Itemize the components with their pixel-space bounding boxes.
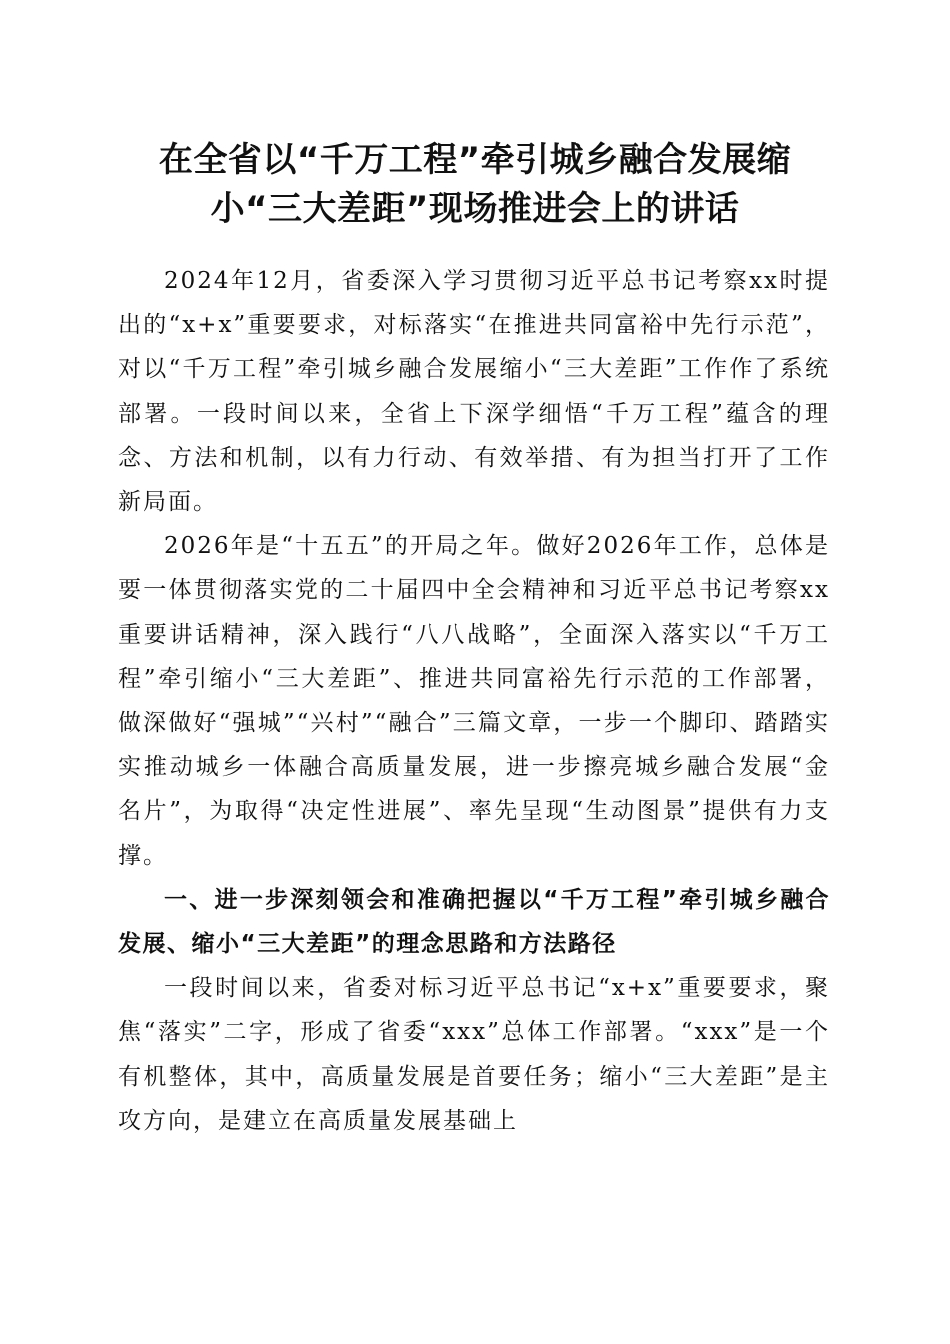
title-line-1: 在全省以“千万工程”牵引城乡融合发展缩 (158, 140, 792, 180)
section-heading-1: 一、进一步深刻领会和准确把握以“千万工程”牵引城乡融合发展、缩小“三大差距”的理念思路和方法路径 (118, 886, 830, 958)
title-line-2: 小“三大差距”现场推进会上的讲话 (210, 189, 740, 229)
paragraph-2026-overview: 2026年是“十五五”的开局之年。做好2026年工作，总体是要一体贯彻落实党的二十届四中全会精神和习近平总书记考察xx重要讲话精神，深入践行“八八战略”，全面深入落实以“千万工程”牵引缩小“三大差距”、推进共同富裕先行示范的工作部署，做深做好“强城”“兴村”“融合”三篇文章，一步一个脚印、踏踏实实推动城乡一体融合高质量发展，进一步擦亮城乡融合发展“金名片”，为取得“决定性进展”、率先呈现“生动图景”提供有力支撑。 (118, 533, 830, 869)
document-body (118, 259, 830, 1143)
section-1-paragraph: 一段时间以来，省委对标习近平总书记“x+x”重要要求，聚焦“落实”二字，形成了省委“xxx”总体工作部署。“xxx”是一个有机整体，其中，高质量发展是首要任务；缩小“三大差距”是主攻方向，是建立在高质量发展基础上 (118, 975, 830, 1134)
paragraph-intro: 2024年12月，省委深入学习贯彻习近平总书记考察xx时提出的“x+x”重要要求，对标落实“在推进共同富裕中先行示范”，对以“千万工程”牵引城乡融合发展缩小“三大差距”工作作了系统部署。一段时间以来，全省上下深学细悟“千万工程”蕴含的理念、方法和机制，以有力行动、有效举措、有为担当打开了工作新局面。 (118, 268, 830, 516)
document-title (100, 136, 850, 234)
